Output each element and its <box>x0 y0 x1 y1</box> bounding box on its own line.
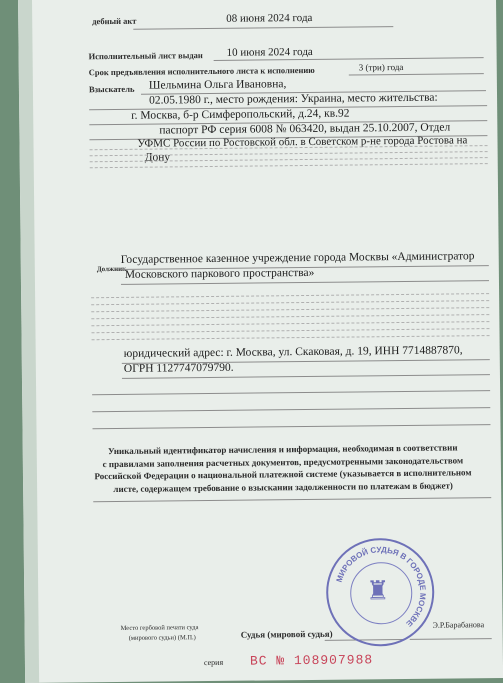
claimant-line: Дону <box>144 151 171 164</box>
fine-print-line <box>90 163 488 168</box>
judge-name: Э.Р.Барабанова <box>432 620 485 630</box>
rule <box>92 390 490 395</box>
uin-info-block <box>83 441 484 495</box>
series-label: серия <box>203 657 224 668</box>
uin-line: листе, содержащем требование о взыскании задолженности по платежам в бюджет) <box>113 479 453 494</box>
debtor-address-line: ОГРН 1127747079790. <box>123 361 234 375</box>
rule <box>92 407 490 412</box>
debtor-line: Московского паркового пространства» <box>124 266 315 281</box>
term-value: 3 (три) года <box>358 61 404 73</box>
fine-print-line <box>92 335 490 340</box>
rule <box>92 424 490 429</box>
court-seal <box>326 538 435 647</box>
act-date: 08 июня 2024 года <box>226 11 313 25</box>
term-label: Срок предъявления исполнительного листа к исполнению <box>88 64 315 78</box>
rule <box>122 374 490 379</box>
fine-print-line <box>91 321 489 326</box>
claimant-line: г. Москва, б-р Симферопольский, д.24, кв.92 <box>131 107 350 122</box>
uin-line: с правилами заполнения расчетных документов, предусмотренными законодательством <box>102 454 464 469</box>
paper-edge <box>18 0 39 683</box>
claimant-line: 02.05.1980 г., место рождения: Украина, место жительства: <box>148 91 438 107</box>
series-number: ВС № 108907988 <box>249 652 374 669</box>
debtor-line: Государственное казенное учреждение города Москвы «Администратор <box>120 250 475 266</box>
fine-print-line <box>91 314 489 319</box>
svg-text:МИРОВОЙ СУДЬЯ В ГОРОДЕ МОСКВЕ: МИРОВОЙ СУДЬЯ В ГОРОДЕ МОСКВЕ <box>334 545 428 629</box>
uin-line: Российской Федерации о национальной платежной системе (указывается в исполнительном <box>94 467 472 482</box>
claimant-line: паспорт РФ серия 6008 № 063420, выдан 25.10.2007, Отдел <box>159 121 451 137</box>
uin-line: Уникальный идентификатор начисления и информация, необходимая в соответствии <box>107 442 458 457</box>
sheet-issued-label: Исполнительный лист выдан <box>88 50 203 62</box>
claimant-line: УФМС России по Ростовской обл. в Советском р-не города Ростова на <box>137 134 468 150</box>
writ-of-execution-page <box>18 0 503 683</box>
debtor-label: Должник <box>96 264 127 274</box>
claimant-line: Шельмина Ольга Ивановна, <box>148 78 287 92</box>
seal-place-sub: (мирового судьи) (М.П.) <box>128 634 196 642</box>
act-label: дебный акт <box>92 15 137 27</box>
rule <box>121 280 489 285</box>
fine-print-line <box>91 300 489 305</box>
sheet-issued-date: 10 июня 2024 года <box>226 45 313 59</box>
fine-print-line <box>91 307 489 312</box>
debtor-address-line: юридический адрес: г. Москва, ул. Скаковая, д. 19, ИНН 7714887870, <box>123 344 463 360</box>
rule <box>93 497 491 502</box>
eagle-emblem-icon: ♜ <box>366 576 390 606</box>
claimant-label: Взыскатель <box>88 83 135 95</box>
seal-place-label: Место гербовой печати суда <box>120 624 199 632</box>
rule <box>349 73 484 75</box>
fine-print-line <box>91 328 489 333</box>
judge-label: Судья (мировой судья) <box>240 628 333 640</box>
rule <box>133 26 393 30</box>
fine-print-line <box>91 293 489 298</box>
